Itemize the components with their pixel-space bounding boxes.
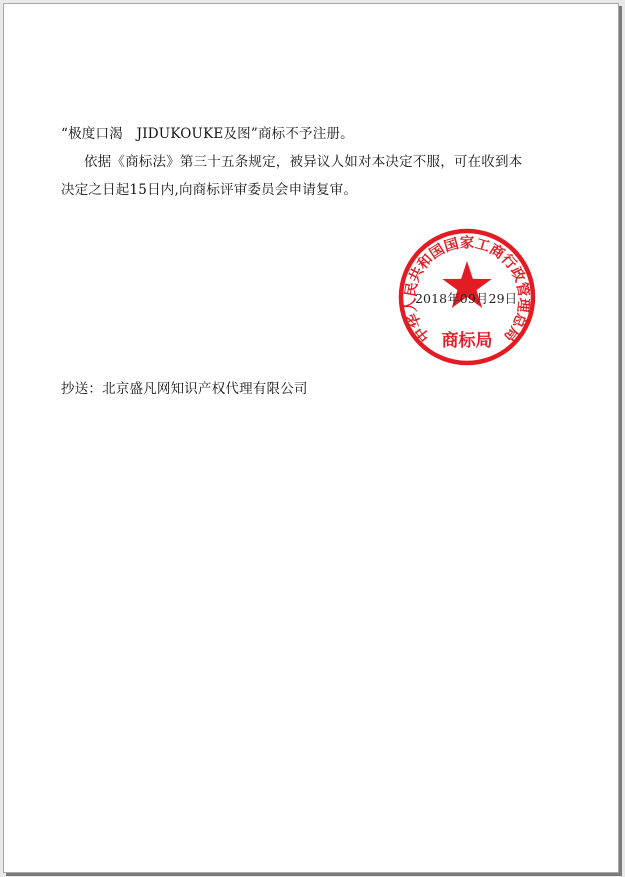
document-page — [3, 3, 619, 873]
decision-line-2: 依据《商标法》第三十五条规定，被异议人如对本决定不服，可在收到本 — [84, 154, 523, 170]
seal-center-text: 商标局 — [441, 331, 493, 351]
cc-line: 抄送：北京盛凡网知识产权代理有限公司 — [61, 381, 308, 397]
decision-date: 2018年09月29日 — [415, 291, 518, 306]
seal-ring-text: 中华人民共和国国家工商行政管理总局 — [402, 235, 532, 345]
decision-line-3: 决定之日起15日内,向商标评审委员会申请复审。 — [61, 182, 358, 198]
decision-line-1: “极度口渴 JIDUKOUKE及图”商标不予注册。 — [61, 126, 354, 142]
